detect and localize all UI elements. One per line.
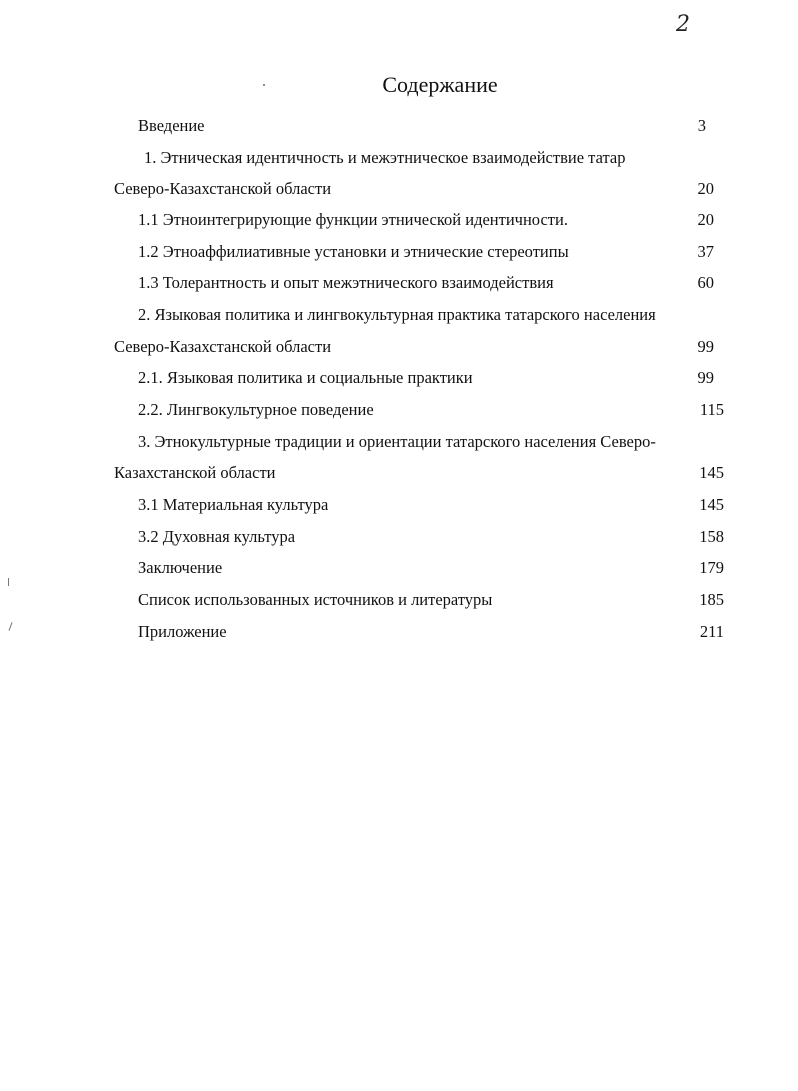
scan-edge-mark — [8, 578, 9, 586]
toc-entry-text: 1.1 Этноинтегрирующие функции этнической идентичности. — [138, 210, 568, 229]
toc-entry-text: Введение — [138, 116, 205, 135]
toc-entry-page: 99 — [697, 337, 714, 356]
toc-entry-page: 211 — [699, 622, 724, 641]
toc-entry-page: 115 — [699, 400, 724, 419]
toc-entry-page: 185 — [699, 590, 724, 609]
toc-entry-text: Северо-Казахстанской области — [114, 337, 332, 356]
toc-entry-text: 1. Этническая идентичность и межэтническое взаимодействие татар — [144, 148, 626, 167]
toc-entry-text: 1.3 Толерантность и опыт межэтнического взаимодействия — [138, 273, 554, 292]
toc-entry-page: 60 — [697, 273, 714, 292]
handwritten-page-number: 2 — [676, 12, 690, 37]
scan-speck — [263, 84, 265, 86]
toc-entry-text: Казахстанской области — [114, 463, 276, 482]
toc-entry-text: 1.2 Этноаффилиативные установки и этнические стереотипы — [138, 242, 569, 261]
toc-entry-page: 20 — [697, 210, 714, 229]
toc-entry-text: Список использованных источников и литературы — [138, 590, 493, 609]
toc-entry-text: Северо-Казахстанской области — [114, 179, 332, 198]
toc-entry-text: 2. Языковая политика и лингвокультурная практика татарского населения — [138, 305, 656, 324]
toc-entry-text: 2.2. Лингвокультурное поведение — [138, 400, 374, 419]
toc-entry-page: 179 — [699, 558, 724, 577]
toc-entry-text: Приложение — [138, 622, 227, 641]
toc-entry-page: 3 — [697, 116, 706, 135]
toc-entry-text: Заключение — [138, 558, 223, 577]
toc-entry-text: 3. Этнокультурные традиции и ориентации татарского населения Северо- — [138, 432, 656, 451]
toc-entry-page: 20 — [697, 179, 714, 198]
toc-entry-page: 99 — [697, 368, 714, 387]
toc-entry-text: 3.2 Духовная культура — [138, 527, 296, 546]
toc-entry-page: 37 — [697, 242, 714, 261]
toc-entry-text: 2.1. Языковая политика и социальные практики — [138, 368, 473, 387]
page-title: Содержание — [382, 72, 498, 97]
toc-entry-page: 145 — [699, 495, 724, 514]
toc-entry-page: 158 — [699, 527, 724, 546]
toc-entry-page: 145 — [699, 463, 724, 482]
toc-entry-text: 3.1 Материальная культура — [138, 495, 329, 514]
scan-edge-mark — [8, 622, 12, 631]
